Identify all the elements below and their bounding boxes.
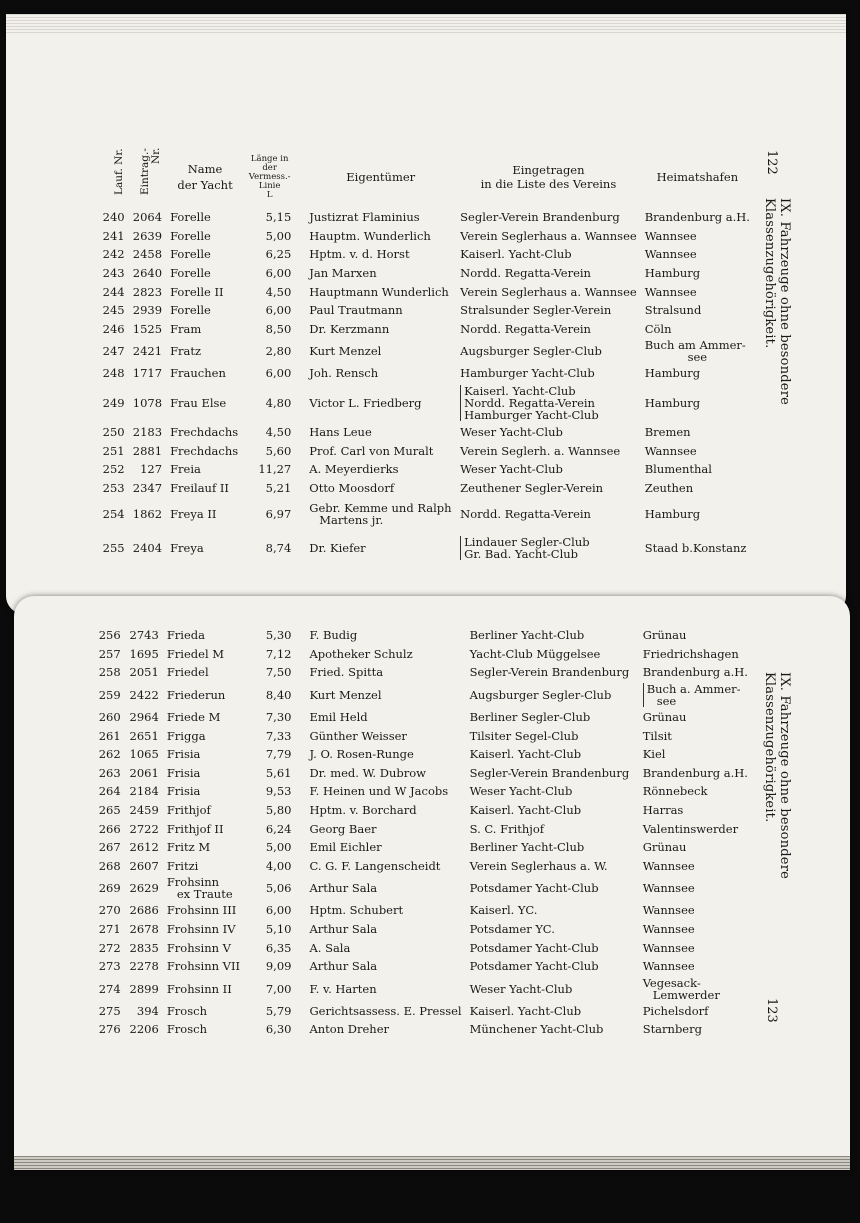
table-row: 274 2899 Frohsinn II 7,00 F. v. Harten Weser Yacht-Club Vegesack- Lemwerder bbox=[98, 975, 720, 1002]
table-row: 276 2206 Frosch 6,30 Anton Dreher Münchener Yacht-Club Starnberg bbox=[98, 1022, 702, 1037]
section-side-title: IX. Fahrzeuge ohne besondere Klassenzugehörigkeit. bbox=[762, 672, 792, 879]
table-row: 255 2404 Freya 8,74 Dr. Kiefer Lindauer Segler-Club Gr. Bad. Yacht-Club Staad b.Konstanz bbox=[102, 535, 747, 562]
table-row: 269 2629 Frohsinn ex Traute 5,06 Arthur Sala Potsdamer Yacht-Club Wannsee bbox=[98, 875, 695, 902]
table-row: 251 2881 Frechdachs 5,60 Prof. Carl von Muralt Verein Seglerh. a. Wannsee Wannsee bbox=[102, 443, 697, 458]
table-row: 263 2061 Frisia 5,61 Dr. med. W. Dubrow Segler-Verein Brandenburg Brandenburg a.H. bbox=[98, 765, 748, 780]
table-row: 260 2964 Friede M 7,30 Emil Held Berliner Segler-Club Grünau bbox=[98, 710, 687, 725]
club-bracket: Lindauer Segler-Club Gr. Bad. Yacht-Club bbox=[460, 536, 589, 560]
table-row: 270 2686 Frohsinn III 6,00 Hptm. Schubert Kaiserl. YC. Wannsee bbox=[98, 903, 695, 918]
table-row: 258 2051 Friedel 7,50 Fried. Spitta Segler-Verein Brandenburg Brandenburg a.H. bbox=[98, 665, 748, 680]
table-row: 240 2064 Forelle 5,15 Justizrat Flaminius Segler-Verein Brandenburg Brandenburg a.H. bbox=[102, 210, 750, 225]
table-row: 243 2640 Forelle 6,00 Jan Marxen Nordd. Regatta-Verein Hamburg bbox=[102, 266, 701, 281]
table-header-row bbox=[98, 146, 754, 208]
table-row: 261 2651 Frigga 7,33 Günther Weisser Tilsiter Segel-Club Tilsit bbox=[98, 728, 672, 743]
table-row: 268 2607 Fritzi 4,00 C. G. F. Langenscheidt Verein Seglerhaus a. W. Wannsee bbox=[98, 858, 695, 873]
table-row: 266 2722 Frithjof II 6,24 Georg Baer S. C. Frithjof Valentinswerder bbox=[98, 821, 739, 836]
table-row: 241 2639 Forelle 5,00 Hauptm. Wunderlich Verein Seglerhaus a. Wannsee Wannsee bbox=[102, 228, 697, 243]
table-row: 245 2939 Forelle 6,00 Paul Trautmann Stralsunder Segler-Verein Stralsund bbox=[102, 303, 702, 318]
table-row: 257 1695 Friedel M 7,12 Apotheker Schulz Yacht-Club Müggelsee Friedrichshagen bbox=[98, 646, 739, 661]
table-row: 265 2459 Frithjof 5,80 Hptm. v. Borchard Kaiserl. Yacht-Club Harras bbox=[98, 803, 684, 818]
yacht-register-table-123 bbox=[92, 626, 752, 1039]
table-row: 244 2823 Forelle II 4,50 Hauptmann Wunderlich Verein Seglerhaus a. Wannsee Wannsee bbox=[102, 284, 697, 299]
header-port: Heimatshafen bbox=[656, 170, 739, 184]
section-side-title: IX. Fahrzeuge ohne besondere Klassenzugehörigkeit. bbox=[762, 198, 792, 405]
table-row: 249 1078 Frau Else 4,80 Victor L. Friedberg Kaiserl. Yacht-Club Nordd. Regatta-Verein Hamburger Yacht-Club Hamburg bbox=[102, 383, 701, 422]
table-row: 264 2184 Frisia 9,53 F. Heinen und W Jacobs Weser Yacht-Club Rönnebeck bbox=[98, 784, 708, 799]
header-lauf-nr: Lauf. Nr. bbox=[112, 147, 125, 195]
table-row: 254 1862 Freya II 6,97 Gebr. Kemme und Ralph Martens jr. Nordd. Regatta-Verein Hamburg bbox=[102, 501, 701, 528]
page-edge bbox=[14, 1156, 850, 1170]
table-row: 275 394 Frosch 5,79 Gerichtsassess. E. Pressel Kaiserl. Yacht-Club Pichelsdorf bbox=[98, 1003, 709, 1018]
table-row: 273 2278 Frohsinn VII 9,09 Arthur Sala Potsdamer Yacht-Club Wannsee bbox=[98, 959, 695, 974]
page-number: 123 bbox=[764, 998, 779, 1023]
yacht-register-table-122 bbox=[98, 146, 754, 565]
table-row: 267 2612 Fritz M 5,00 Emil Eichler Berliner Yacht-Club Grünau bbox=[98, 840, 687, 855]
table-row: 246 1525 Fram 8,50 Dr. Kerzmann Nordd. Regatta-Verein Cöln bbox=[102, 321, 672, 336]
table-row: 272 2835 Frohsinn V 6,35 A. Sala Potsdamer Yacht-Club Wannsee bbox=[98, 940, 695, 955]
table-row: 247 2421 Fratz 2,80 Kurt Menzel Augsburger Segler-Club Buch am Ammer- see bbox=[102, 338, 746, 365]
table-row: 250 2183 Frechdachs 4,50 Hans Leue Weser Yacht-Club Bremen bbox=[102, 425, 691, 440]
table-row: 271 2678 Frohsinn IV 5,10 Arthur Sala Potsdamer YC. Wannsee bbox=[98, 922, 695, 937]
header-length: Länge in der Vermess.- Linie L bbox=[248, 153, 291, 200]
table-row: 252 127 Freia 11,27 A. Meyerdierks Weser Yacht-Club Blumenthal bbox=[102, 462, 712, 477]
header-club: Eingetragen in die Liste des Vereins bbox=[480, 163, 617, 191]
table-row: 256 2743 Frieda 5,30 F. Budig Berliner Yacht-Club Grünau bbox=[98, 628, 687, 643]
header-name: Name der Yacht bbox=[177, 162, 233, 192]
header-eintrag-nr: Eintrag.-Nr. bbox=[139, 147, 163, 195]
page-number: 122 bbox=[764, 150, 779, 175]
table-row: 242 2458 Forelle 6,25 Hptm. v. d. Horst Kaiserl. Yacht-Club Wannsee bbox=[102, 247, 697, 262]
table-row: 259 2422 Friederun 8,40 Kurt Menzel Augsburger Segler-Club Buch a. Ammer- see bbox=[98, 681, 741, 708]
header-owner: Eigentümer bbox=[346, 170, 416, 184]
table-row: 248 1717 Frauchen 6,00 Joh. Rensch Hamburger Yacht-Club Hamburg bbox=[102, 366, 701, 381]
table-row: 253 2347 Freilauf II 5,21 Otto Moosdorf Zeuthener Segler-Verein Zeuthen bbox=[102, 480, 694, 495]
page-edge bbox=[6, 14, 846, 34]
club-bracket: Kaiserl. Yacht-Club Nordd. Regatta-Verein Hamburger Yacht-Club bbox=[460, 385, 599, 421]
port-bracket: Buch a. Ammer- see bbox=[643, 683, 741, 707]
table-row: 262 1065 Frisia 7,79 J. O. Rosen-Runge Kaiserl. Yacht-Club Kiel bbox=[98, 747, 666, 762]
